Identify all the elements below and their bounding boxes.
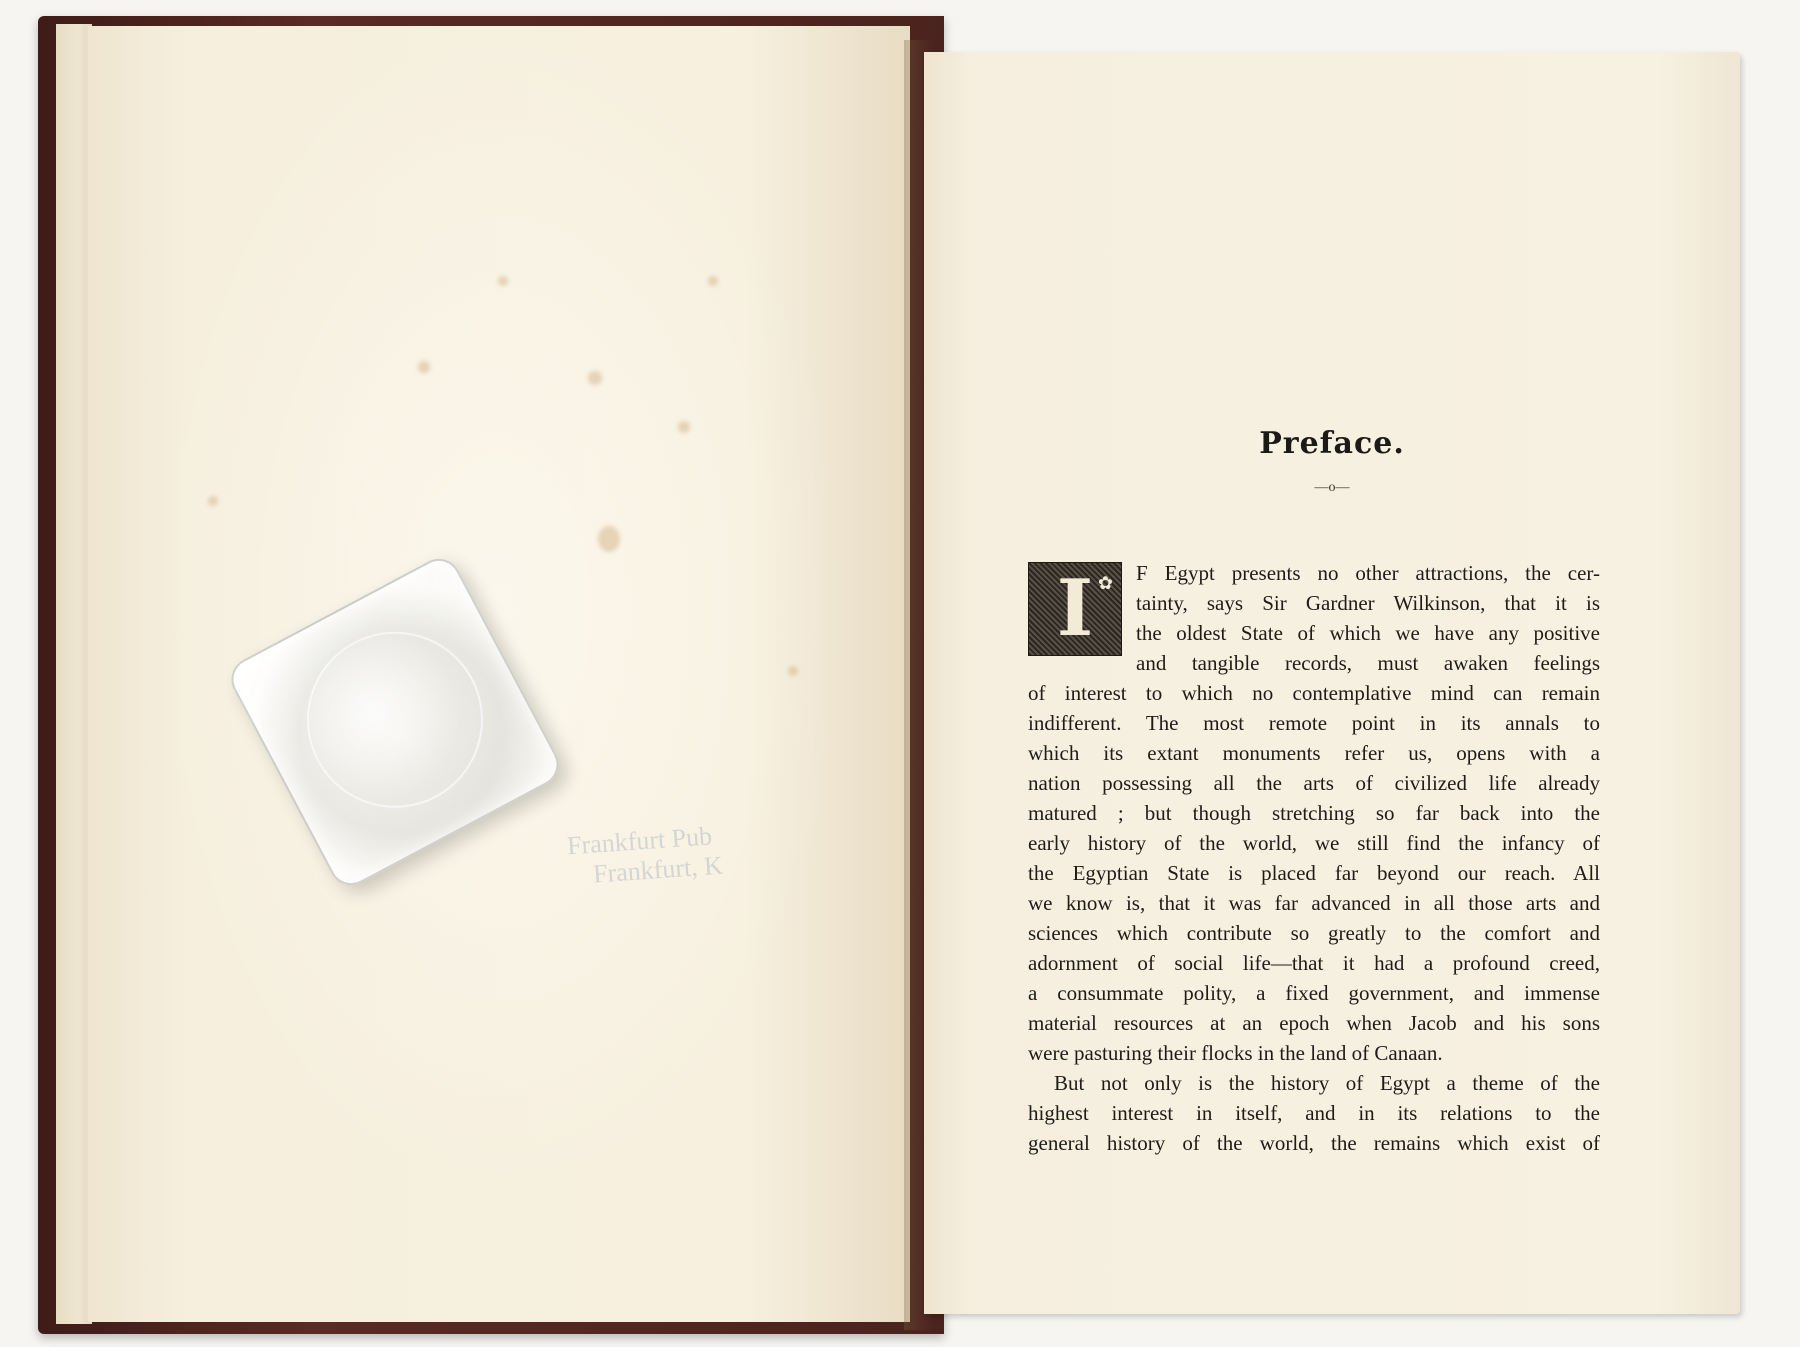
text-line: a consummate polity, a fixed government, and immense: [1028, 981, 1600, 1005]
foxing-spot: [418, 361, 430, 373]
library-stamp: [566, 821, 724, 892]
text-line: the oldest State of which we have any positive: [1136, 621, 1600, 645]
text-line: were pasturing their flocks in the land of Canaan.: [1028, 1041, 1443, 1065]
text-line: general history of the world, the remains which exist of: [1028, 1131, 1600, 1155]
text-line: F Egypt presents no other attractions, the cer-: [1136, 561, 1600, 585]
stamp-line: Frankfurt, K: [592, 850, 724, 889]
foxing-spot: [788, 666, 798, 676]
drop-cap-letter: I: [1056, 563, 1094, 654]
foxing-spot: [498, 276, 508, 286]
title-ornament: —o—: [1314, 480, 1350, 495]
stamp-line: Frankfurt Pub: [566, 821, 713, 861]
text-line: adornment of social life—that it had a profound creed,: [1028, 951, 1600, 975]
foxing-spot: [208, 496, 218, 506]
text-line: of interest to which no contemplative mind can remain: [1028, 681, 1600, 705]
text-line: highest interest in itself, and in its relations to the: [1028, 1101, 1600, 1125]
text-line: indifferent. The most remote point in its annals to: [1028, 711, 1600, 735]
text-line: we know is, that it was far advanced in all those arts and: [1028, 891, 1600, 915]
foxing-spot: [598, 526, 620, 552]
page-edges: [56, 24, 92, 1324]
right-page: [924, 52, 1740, 1314]
decorated-initial: [1028, 562, 1122, 656]
flower-icon: ✿: [1097, 573, 1113, 593]
text-line: tainty, says Sir Gardner Wilkinson, that it is: [1136, 591, 1600, 615]
text-line: which its extant monuments refer us, opens with a: [1028, 741, 1600, 765]
page-title: Preface.: [1259, 426, 1405, 461]
text-line: material resources at an epoch when Jacob and his sons: [1028, 1011, 1600, 1035]
text-line: the Egyptian State is placed far beyond our reach. All: [1028, 861, 1600, 885]
text-line: and tangible records, must awaken feelings: [1136, 651, 1600, 675]
text-line: But not only is the history of Egypt a theme of the: [1054, 1071, 1600, 1095]
foxing-spot: [588, 371, 602, 385]
text-line: sciences which contribute so greatly to the comfort and: [1028, 921, 1600, 945]
text-line: nation possessing all the arts of civilized life already: [1028, 771, 1600, 795]
foxing-spot: [678, 421, 690, 433]
text-line: early history of the world, we still find the infancy of: [1028, 831, 1600, 855]
text-line: matured ; but though stretching so far back into the: [1028, 801, 1600, 825]
foxing-spot: [708, 276, 718, 286]
